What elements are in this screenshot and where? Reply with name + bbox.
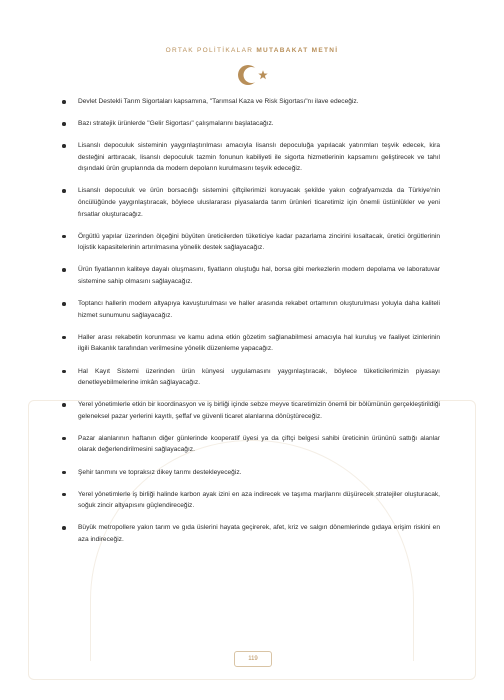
header-subtitle: MUTABAKAT METNİ [256,47,339,54]
header-title: ORTAK POLİTİKALAR [165,47,254,54]
running-header [0,47,504,54]
list-item [62,96,440,108]
bullet-dot-icon [62,189,66,193]
bullet-dot-icon [62,100,66,104]
list-item-text: Şehir tarımını ve topraksız dikey tarımı destekleyeceğiz. [78,468,242,476]
bullet-dot-icon [62,336,66,340]
list-item [62,140,440,175]
bullet-dot-icon [62,302,66,306]
list-item [62,399,440,422]
list-item-text: Hal Kayıt Sistemi üzerinden ürün künyesi uygulamasını yaygınlaştıracak, böylece tüketicilerimizin piyasayı denetleyebilmelerine imkân sağlayacağız. [78,367,440,387]
list-item [62,298,440,321]
bullet-dot-icon [62,471,66,475]
list-item-text: Yerel yönetimlerle etkin bir koordinasyon ve iş birliği içinde sebze meyve ticaretimizin önemli bir bölümünün gerçekleştirildiği geleneksel pazar yerlerini kayıtlı, şeffaf ve güvenli ticaret alanlarına dönüştüreceğiz. [78,401,440,420]
list-item-text: Toptancı hallerin modern altyapıya kavuşturulması ve haller arasında rekabet ortamının oluşturulması yoluyla daha kaliteli hizmet sunumunu sağlayacağız. [78,300,440,319]
list-item-text: Bazı stratejik ürünlerde "Gelir Sigortası" çalışmalarını başlatacağız. [78,120,274,128]
crescent-star-icon [228,62,276,88]
list-item [62,467,440,479]
bullet-dot-icon [62,268,66,272]
list-item-text: Lisanslı depoculuk ve ürün borsacılığı sistemini çiftçilerimizi koruyacak şekilde yakın coğrafyamızda da Türkiye'nin öncülüğünde yaygınlaştıracak, böylece uluslararası piyasalarda tarım ürünleri ticaretimiz için önemli üstünlükler ve yeni fırsatlar oluşturacağız. [78,187,440,218]
list-item [62,332,440,355]
list-item [62,522,440,545]
bullet-list [62,96,440,546]
list-item-text: Ürün fiyatlarının kaliteye dayalı oluşmasını, fiyatların oluştuğu hal, borsa gibi merkezlerin modern depolama ve laboratuvar sistemine sahip olmasını sağlayacağız. [78,266,440,286]
list-item [62,433,440,456]
bullet-dot-icon [62,437,66,441]
main-content [62,96,440,556]
list-item [62,185,440,220]
list-item-text: Büyük metropollere yakın tarım ve gıda üslerini hayata geçirerek, afet, kriz ve salgın dönemlerinde gıdaya erişim riskini en aza indireceğiz. [78,524,440,543]
bullet-dot-icon [62,370,66,374]
list-item [62,118,440,130]
bullet-dot-icon [62,235,66,239]
bullet-dot-icon [62,526,66,530]
list-item-text: Örgütlü yapılar üzerinden ölçeğini büyüten üreticilerden tüketiciye kadar pazarlama zincirini kısaltacak, üretici örgütlerinin lojistik kapasitelerinin artırılmasına yönelik destek sağlayacağız. [78,232,440,252]
list-item [62,366,440,389]
list-item-text: Pazar alanlarının haftanın diğer günlerinde kooperatif üyesi ya da çiftçi belgesi sahibi üreticinin ürününü sattığı alanlar olarak değerlendirilmesini sağlayacağız. [78,434,440,454]
bullet-dot-icon [62,144,66,148]
bullet-dot-icon [62,122,66,126]
page-number: 119 [234,651,272,667]
list-item [62,231,440,254]
list-item-text: Lisanslı depoculuk sisteminin yaygınlaştırılması amacıyla lisanslı depoculuğa yapılacak yatırımları teşvik edecek, kira desteğini arttıracak, lisanslı depoculuk tazmin fonunun kabiliyeti ile sigorta hizmetlerinin kapsamını geliştirecek ve tahıl dışındaki ürün gruplarında da modern depoların kurulmasını teşvik edeceğiz. [78,142,440,173]
list-item-text: Yerel yönetimlerle iş birliği halinde karbon ayak izini en aza indirecek ve taşıma marjlarını düşürecek stratejiler oluşturacak, soğuk zincir altyapısını güçlendireceğiz. [78,490,440,510]
bullet-dot-icon [62,493,66,497]
bullet-dot-icon [62,403,66,407]
list-item-text: Devlet Destekli Tarım Sigortaları kapsamına, "Tarımsal Kaza ve Risk Sigortası"nı ilave edeceğiz. [78,98,359,105]
list-item [62,489,440,512]
list-item [62,264,440,287]
list-item-text: Haller arası rekabetin korunması ve kamu adına etkin gözetim sağlanabilmesi amacıyla hal kuruluş ve faaliyet izinlerinin ilgili Bakanlık tarafından verilmesine yönelik düzenleme yapacağız. [78,333,440,353]
